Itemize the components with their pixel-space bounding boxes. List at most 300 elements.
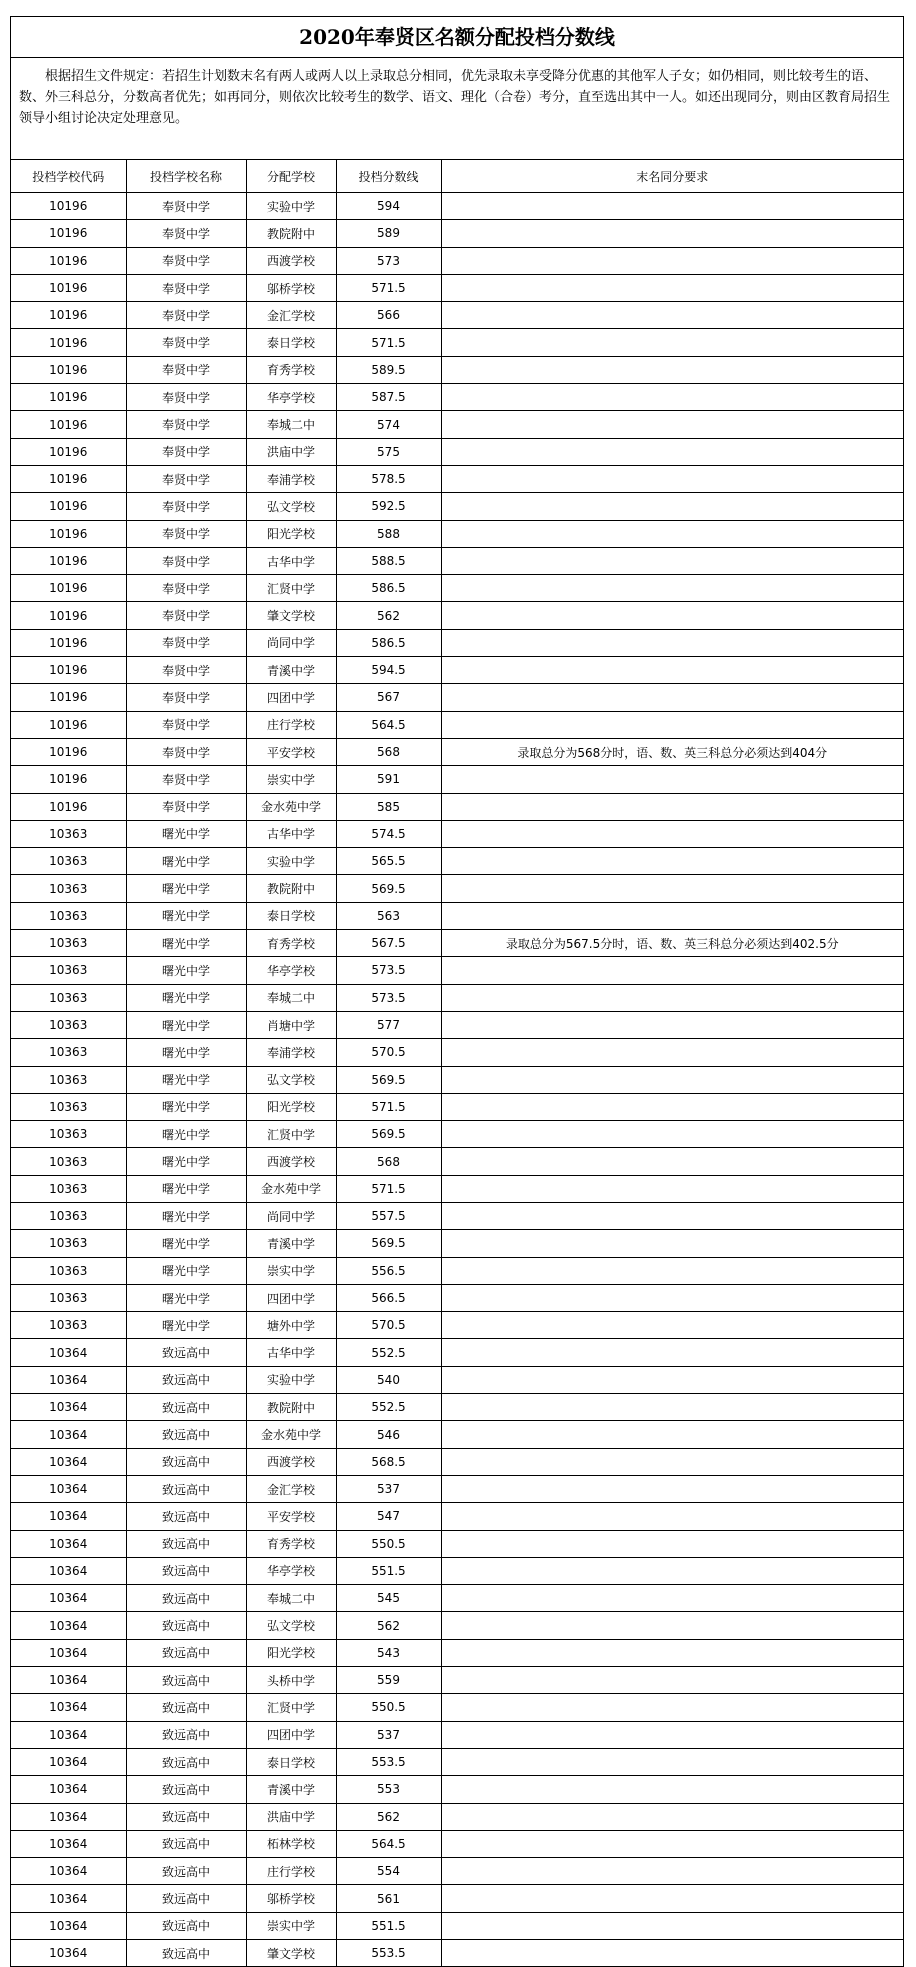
school-code-cell: 10196 xyxy=(11,657,126,684)
assigned-school-cell: 肇文学校 xyxy=(246,602,336,629)
cutoff-score-cell: 573.5 xyxy=(336,957,441,984)
school-name-cell: 奉贤中学 xyxy=(126,684,246,711)
school-name-cell: 奉贤中学 xyxy=(126,274,246,301)
tie-requirement-cell xyxy=(441,657,903,684)
cutoff-score-cell: 574.5 xyxy=(336,820,441,847)
table-row xyxy=(11,1912,903,1939)
table-row xyxy=(11,302,903,329)
cutoff-score-cell: 553 xyxy=(336,1776,441,1803)
assigned-school-cell: 奉城二中 xyxy=(246,411,336,438)
school-name-cell: 曙光中学 xyxy=(126,1148,246,1175)
assigned-school-cell: 西渡学校 xyxy=(246,247,336,274)
tie-requirement-cell xyxy=(441,1885,903,1912)
assigned-school-cell: 阳光学校 xyxy=(246,1639,336,1666)
table-row xyxy=(11,1530,903,1557)
cutoff-score-cell: 567.5 xyxy=(336,930,441,957)
assigned-school-cell: 四团中学 xyxy=(246,1284,336,1311)
tie-requirement-cell xyxy=(441,1776,903,1803)
assigned-school-cell: 古华中学 xyxy=(246,1339,336,1366)
school-name-cell: 奉贤中学 xyxy=(126,302,246,329)
cutoff-score-cell: 577 xyxy=(336,1011,441,1038)
assigned-school-cell: 古华中学 xyxy=(246,820,336,847)
cutoff-score-cell: 574 xyxy=(336,411,441,438)
tie-requirement-cell xyxy=(441,957,903,984)
school-code-cell: 10364 xyxy=(11,1912,126,1939)
school-name-cell: 曙光中学 xyxy=(126,1011,246,1038)
table-row xyxy=(11,1121,903,1148)
school-name-cell: 曙光中学 xyxy=(126,984,246,1011)
table-row xyxy=(11,520,903,547)
cutoff-score-cell: 557.5 xyxy=(336,1202,441,1229)
school-name-cell: 奉贤中学 xyxy=(126,547,246,574)
table-row xyxy=(11,1748,903,1775)
table-row xyxy=(11,1066,903,1093)
school-code-cell: 10363 xyxy=(11,984,126,1011)
school-name-cell: 致远高中 xyxy=(126,1830,246,1857)
school-code-cell: 10196 xyxy=(11,793,126,820)
school-name-cell: 奉贤中学 xyxy=(126,247,246,274)
school-code-cell: 10364 xyxy=(11,1830,126,1857)
tie-requirement-cell xyxy=(441,1830,903,1857)
table-row xyxy=(11,1148,903,1175)
cutoff-score-cell: 571.5 xyxy=(336,329,441,356)
cutoff-score-cell: 586.5 xyxy=(336,575,441,602)
table-row xyxy=(11,875,903,902)
table-row xyxy=(11,384,903,411)
tie-requirement-cell xyxy=(441,193,903,220)
cutoff-score-cell: 575 xyxy=(336,438,441,465)
tie-requirement-cell xyxy=(441,1639,903,1666)
tie-requirement-cell xyxy=(441,247,903,274)
assigned-school-cell: 崇实中学 xyxy=(246,766,336,793)
school-name-cell: 奉贤中学 xyxy=(126,738,246,765)
tie-requirement-cell xyxy=(441,629,903,656)
tie-requirement-cell xyxy=(441,220,903,247)
school-name-cell: 曙光中学 xyxy=(126,1093,246,1120)
assigned-school-cell: 阳光学校 xyxy=(246,1093,336,1120)
cutoff-score-cell: 552.5 xyxy=(336,1394,441,1421)
school-name-cell: 奉贤中学 xyxy=(126,356,246,383)
tie-requirement-cell xyxy=(441,1366,903,1393)
school-code-cell: 10364 xyxy=(11,1421,126,1448)
table-row xyxy=(11,1366,903,1393)
cutoff-score-cell: 571.5 xyxy=(336,274,441,301)
tie-requirement-cell xyxy=(441,1721,903,1748)
table-row xyxy=(11,1803,903,1830)
school-name-cell: 致远高中 xyxy=(126,1776,246,1803)
school-name-cell: 奉贤中学 xyxy=(126,220,246,247)
school-code-cell: 10363 xyxy=(11,1257,126,1284)
table-row xyxy=(11,848,903,875)
cutoff-score-cell: 569.5 xyxy=(336,875,441,902)
cutoff-score-cell: 573 xyxy=(336,247,441,274)
assigned-school-cell: 邬桥学校 xyxy=(246,1885,336,1912)
school-name-cell: 致远高中 xyxy=(126,1803,246,1830)
school-name-cell: 曙光中学 xyxy=(126,1312,246,1339)
cutoff-score-cell: 587.5 xyxy=(336,384,441,411)
cutoff-score-cell: 546 xyxy=(336,1421,441,1448)
cutoff-score-cell: 559 xyxy=(336,1667,441,1694)
table-row xyxy=(11,684,903,711)
table-row xyxy=(11,193,903,220)
school-code-cell: 10363 xyxy=(11,957,126,984)
cutoff-score-cell: 543 xyxy=(336,1639,441,1666)
cutoff-score-cell: 569.5 xyxy=(336,1066,441,1093)
school-code-cell: 10196 xyxy=(11,193,126,220)
school-name-cell: 奉贤中学 xyxy=(126,465,246,492)
table-row xyxy=(11,1858,903,1885)
table-row xyxy=(11,1940,903,1967)
tie-requirement-cell xyxy=(441,1312,903,1339)
school-code-cell: 10364 xyxy=(11,1803,126,1830)
table-row xyxy=(11,220,903,247)
cutoff-score-cell: 556.5 xyxy=(336,1257,441,1284)
assigned-school-cell: 教院附中 xyxy=(246,220,336,247)
assigned-school-cell: 头桥中学 xyxy=(246,1667,336,1694)
table-row xyxy=(11,247,903,274)
assigned-school-cell: 青溪中学 xyxy=(246,657,336,684)
table-row xyxy=(11,1093,903,1120)
school-code-cell: 10196 xyxy=(11,220,126,247)
tie-requirement-cell xyxy=(441,1475,903,1502)
table-row xyxy=(11,547,903,574)
table-row xyxy=(11,1585,903,1612)
tie-requirement-cell xyxy=(441,1011,903,1038)
tie-requirement-cell xyxy=(441,575,903,602)
school-name-cell: 致远高中 xyxy=(126,1940,246,1967)
assigned-school-cell: 泰日学校 xyxy=(246,902,336,929)
school-name-cell: 曙光中学 xyxy=(126,1284,246,1311)
school-name-cell: 曙光中学 xyxy=(126,957,246,984)
school-name-cell: 曙光中学 xyxy=(126,820,246,847)
assigned-school-cell: 洪庙中学 xyxy=(246,438,336,465)
cutoff-score-cell: 568.5 xyxy=(336,1448,441,1475)
tie-requirement-cell xyxy=(441,848,903,875)
assigned-school-cell: 育秀学校 xyxy=(246,356,336,383)
page-title: 2020年奉贤区名额分配投档分数线 xyxy=(11,17,903,58)
cutoff-score-cell: 564.5 xyxy=(336,711,441,738)
table-row xyxy=(11,575,903,602)
assigned-school-cell: 弘文学校 xyxy=(246,1066,336,1093)
cutoff-score-cell: 589 xyxy=(336,220,441,247)
tie-requirement-cell xyxy=(441,1530,903,1557)
school-code-cell: 10364 xyxy=(11,1585,126,1612)
assigned-school-cell: 金汇学校 xyxy=(246,1475,336,1502)
school-name-cell: 奉贤中学 xyxy=(126,493,246,520)
cutoff-score-cell: 562 xyxy=(336,602,441,629)
cutoff-score-cell: 551.5 xyxy=(336,1912,441,1939)
assigned-school-cell: 奉浦学校 xyxy=(246,1039,336,1066)
cutoff-score-cell: 569.5 xyxy=(336,1121,441,1148)
assigned-school-cell: 庄行学校 xyxy=(246,711,336,738)
cutoff-score-cell: 547 xyxy=(336,1503,441,1530)
school-code-cell: 10196 xyxy=(11,329,126,356)
school-name-cell: 曙光中学 xyxy=(126,1175,246,1202)
school-name-cell: 曙光中学 xyxy=(126,848,246,875)
school-code-cell: 10364 xyxy=(11,1448,126,1475)
table-row xyxy=(11,1230,903,1257)
cutoff-score-cell: 588.5 xyxy=(336,547,441,574)
table-row xyxy=(11,1011,903,1038)
tie-requirement-cell xyxy=(441,465,903,492)
table-row xyxy=(11,1039,903,1066)
school-code-cell: 10196 xyxy=(11,438,126,465)
assigned-school-cell: 泰日学校 xyxy=(246,1748,336,1775)
cutoff-score-cell: 586.5 xyxy=(336,629,441,656)
assigned-school-cell: 泰日学校 xyxy=(246,329,336,356)
school-name-cell: 奉贤中学 xyxy=(126,193,246,220)
school-code-cell: 10364 xyxy=(11,1366,126,1393)
assigned-school-cell: 教院附中 xyxy=(246,1394,336,1421)
school-code-cell: 10196 xyxy=(11,302,126,329)
school-name-cell: 致远高中 xyxy=(126,1748,246,1775)
school-code-cell: 10363 xyxy=(11,848,126,875)
tie-requirement-cell xyxy=(441,1093,903,1120)
assigned-school-cell: 实验中学 xyxy=(246,848,336,875)
school-name-cell: 致远高中 xyxy=(126,1339,246,1366)
school-name-cell: 奉贤中学 xyxy=(126,793,246,820)
table-row xyxy=(11,1503,903,1530)
school-code-cell: 10364 xyxy=(11,1339,126,1366)
school-code-cell: 10363 xyxy=(11,1093,126,1120)
tie-requirement-cell xyxy=(441,984,903,1011)
tie-requirement-cell xyxy=(441,1858,903,1885)
cutoff-score-cell: 545 xyxy=(336,1585,441,1612)
table-header-row xyxy=(11,160,903,193)
school-name-cell: 致远高中 xyxy=(126,1858,246,1885)
cutoff-score-cell: 570.5 xyxy=(336,1039,441,1066)
tie-requirement-cell xyxy=(441,820,903,847)
tie-requirement-cell xyxy=(441,1612,903,1639)
school-code-cell: 10363 xyxy=(11,902,126,929)
tie-requirement-cell xyxy=(441,793,903,820)
cutoff-score-cell: 571.5 xyxy=(336,1093,441,1120)
school-code-cell: 10364 xyxy=(11,1885,126,1912)
cutoff-score-cell: 569.5 xyxy=(336,1230,441,1257)
tie-requirement-cell xyxy=(441,302,903,329)
school-code-cell: 10196 xyxy=(11,493,126,520)
tie-requirement-cell xyxy=(441,438,903,465)
assigned-school-cell: 四团中学 xyxy=(246,1721,336,1748)
cutoff-score-cell: 562 xyxy=(336,1803,441,1830)
school-code-cell: 10364 xyxy=(11,1639,126,1666)
table-row xyxy=(11,1776,903,1803)
assigned-school-cell: 西渡学校 xyxy=(246,1448,336,1475)
school-name-cell: 奉贤中学 xyxy=(126,602,246,629)
school-name-cell: 奉贤中学 xyxy=(126,575,246,602)
assigned-school-cell: 四团中学 xyxy=(246,684,336,711)
school-code-cell: 10196 xyxy=(11,738,126,765)
school-code-cell: 10364 xyxy=(11,1940,126,1967)
school-code-cell: 10364 xyxy=(11,1667,126,1694)
cutoff-score-cell: 562 xyxy=(336,1612,441,1639)
tie-requirement-cell xyxy=(441,1940,903,1967)
table-row xyxy=(11,1639,903,1666)
cutoff-score-cell: 537 xyxy=(336,1475,441,1502)
cutoff-score-cell: 573.5 xyxy=(336,984,441,1011)
assigned-school-cell: 金水苑中学 xyxy=(246,1421,336,1448)
table-row xyxy=(11,1312,903,1339)
school-code-cell: 10364 xyxy=(11,1612,126,1639)
table-row xyxy=(11,1284,903,1311)
school-code-cell: 10363 xyxy=(11,1230,126,1257)
cutoff-score-cell: 565.5 xyxy=(336,848,441,875)
cutoff-score-cell: 552.5 xyxy=(336,1339,441,1366)
cutoff-score-cell: 554 xyxy=(336,1858,441,1885)
cutoff-score-cell: 550.5 xyxy=(336,1530,441,1557)
tie-requirement-cell xyxy=(441,766,903,793)
school-name-cell: 致远高中 xyxy=(126,1694,246,1721)
tie-requirement-cell xyxy=(441,1175,903,1202)
tie-requirement-cell xyxy=(441,1503,903,1530)
header-school-code: 投档学校代码 xyxy=(11,160,126,193)
school-code-cell: 10196 xyxy=(11,274,126,301)
assigned-school-cell: 弘文学校 xyxy=(246,1612,336,1639)
assigned-school-cell: 金水苑中学 xyxy=(246,1175,336,1202)
assigned-school-cell: 尚同中学 xyxy=(246,1202,336,1229)
assigned-school-cell: 育秀学校 xyxy=(246,1530,336,1557)
school-name-cell: 奉贤中学 xyxy=(126,329,246,356)
school-code-cell: 10196 xyxy=(11,629,126,656)
assigned-school-cell: 庄行学校 xyxy=(246,1858,336,1885)
table-row xyxy=(11,1721,903,1748)
table-row xyxy=(11,1257,903,1284)
cutoff-score-cell: 566.5 xyxy=(336,1284,441,1311)
school-code-cell: 10363 xyxy=(11,1121,126,1148)
table-row xyxy=(11,274,903,301)
school-code-cell: 10364 xyxy=(11,1475,126,1502)
assigned-school-cell: 崇实中学 xyxy=(246,1912,336,1939)
assigned-school-cell: 金汇学校 xyxy=(246,302,336,329)
tie-requirement-cell xyxy=(441,875,903,902)
assigned-school-cell: 实验中学 xyxy=(246,193,336,220)
tie-requirement-cell xyxy=(441,902,903,929)
tie-requirement-cell xyxy=(441,1121,903,1148)
cutoff-score-cell: 589.5 xyxy=(336,356,441,383)
school-name-cell: 奉贤中学 xyxy=(126,766,246,793)
school-name-cell: 致远高中 xyxy=(126,1394,246,1421)
school-name-cell: 致远高中 xyxy=(126,1667,246,1694)
table-row xyxy=(11,411,903,438)
school-code-cell: 10363 xyxy=(11,1312,126,1339)
tie-requirement-cell xyxy=(441,384,903,411)
tie-requirement-cell xyxy=(441,274,903,301)
school-code-cell: 10364 xyxy=(11,1694,126,1721)
school-code-cell: 10196 xyxy=(11,465,126,492)
tie-requirement-cell xyxy=(441,356,903,383)
cutoff-score-cell: 594.5 xyxy=(336,657,441,684)
school-name-cell: 致远高中 xyxy=(126,1503,246,1530)
school-name-cell: 致远高中 xyxy=(126,1448,246,1475)
tie-requirement-cell xyxy=(441,684,903,711)
tie-requirement-cell xyxy=(441,1394,903,1421)
school-code-cell: 10196 xyxy=(11,384,126,411)
intro-paragraph: 根据招生文件规定：若招生计划数末名有两人或两人以上录取总分相同，优先录取未享受降分优惠的其他军人子女；如仍相同，则比较考生的语、数、外三科总分，分数高者优先；如再同分，则依次比较考生的数学、语文、理化（合卷）考分，直至选出其中一人。如还出现同分，则由区教育局招生领导小组讨论决定处理意见。 xyxy=(11,58,903,160)
cutoff-score-cell: 553.5 xyxy=(336,1940,441,1967)
assigned-school-cell: 肖塘中学 xyxy=(246,1011,336,1038)
tie-requirement-cell xyxy=(441,493,903,520)
cutoff-score-cell: 566 xyxy=(336,302,441,329)
tie-requirement-cell xyxy=(441,520,903,547)
school-name-cell: 致远高中 xyxy=(126,1612,246,1639)
table-row xyxy=(11,1667,903,1694)
table-row xyxy=(11,1557,903,1584)
table-row xyxy=(11,602,903,629)
school-code-cell: 10196 xyxy=(11,575,126,602)
school-code-cell: 10363 xyxy=(11,1011,126,1038)
table-body xyxy=(11,193,903,1967)
document-sheet xyxy=(10,16,904,1967)
school-code-cell: 10364 xyxy=(11,1530,126,1557)
table-row xyxy=(11,1394,903,1421)
school-name-cell: 致远高中 xyxy=(126,1885,246,1912)
tie-requirement-cell xyxy=(441,1912,903,1939)
header-assigned-school: 分配学校 xyxy=(246,160,336,193)
school-code-cell: 10364 xyxy=(11,1721,126,1748)
school-name-cell: 致远高中 xyxy=(126,1421,246,1448)
table-row xyxy=(11,711,903,738)
tie-requirement-cell xyxy=(441,1803,903,1830)
cutoff-score-cell: 567 xyxy=(336,684,441,711)
school-code-cell: 10363 xyxy=(11,1066,126,1093)
tie-requirement-cell xyxy=(441,1748,903,1775)
assigned-school-cell: 奉城二中 xyxy=(246,984,336,1011)
school-code-cell: 10196 xyxy=(11,356,126,383)
tie-requirement-cell xyxy=(441,329,903,356)
table-row xyxy=(11,820,903,847)
assigned-school-cell: 实验中学 xyxy=(246,1366,336,1393)
cutoff-score-cell: 594 xyxy=(336,193,441,220)
tie-requirement-cell xyxy=(441,1557,903,1584)
school-name-cell: 曙光中学 xyxy=(126,1039,246,1066)
cutoff-score-cell: 570.5 xyxy=(336,1312,441,1339)
tie-requirement-cell xyxy=(441,1148,903,1175)
tie-requirement-cell xyxy=(441,1694,903,1721)
school-code-cell: 10364 xyxy=(11,1557,126,1584)
header-school-name: 投档学校名称 xyxy=(126,160,246,193)
table-row xyxy=(11,1202,903,1229)
school-name-cell: 曙光中学 xyxy=(126,1066,246,1093)
tie-requirement-cell xyxy=(441,1257,903,1284)
header-cutoff-score: 投档分数线 xyxy=(336,160,441,193)
school-code-cell: 10364 xyxy=(11,1503,126,1530)
table-row xyxy=(11,438,903,465)
school-name-cell: 致远高中 xyxy=(126,1721,246,1748)
assigned-school-cell: 洪庙中学 xyxy=(246,1803,336,1830)
table-row xyxy=(11,1448,903,1475)
score-table xyxy=(11,160,903,1966)
assigned-school-cell: 育秀学校 xyxy=(246,930,336,957)
cutoff-score-cell: 540 xyxy=(336,1366,441,1393)
school-name-cell: 致远高中 xyxy=(126,1475,246,1502)
table-row xyxy=(11,1339,903,1366)
table-row xyxy=(11,493,903,520)
table-row xyxy=(11,356,903,383)
school-code-cell: 10196 xyxy=(11,247,126,274)
table-row xyxy=(11,1694,903,1721)
cutoff-score-cell: 561 xyxy=(336,1885,441,1912)
school-code-cell: 10363 xyxy=(11,820,126,847)
cutoff-score-cell: 550.5 xyxy=(336,1694,441,1721)
tie-requirement-cell xyxy=(441,1421,903,1448)
tie-requirement-cell: 录取总分为568分时，语、数、英三科总分必须达到404分 xyxy=(441,738,903,765)
school-name-cell: 致远高中 xyxy=(126,1366,246,1393)
assigned-school-cell: 汇贤中学 xyxy=(246,575,336,602)
tie-requirement-cell xyxy=(441,1202,903,1229)
assigned-school-cell: 柘林学校 xyxy=(246,1830,336,1857)
school-code-cell: 10364 xyxy=(11,1748,126,1775)
cutoff-score-cell: 585 xyxy=(336,793,441,820)
